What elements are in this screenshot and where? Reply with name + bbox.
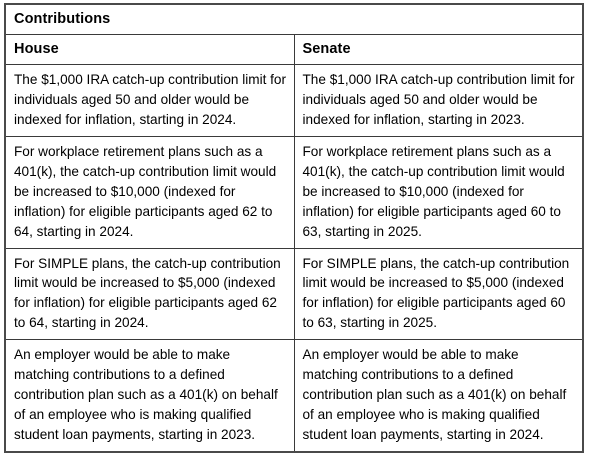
- cell-house-ira-catch-up: The $1,000 IRA catch-up contribution limit for individuals aged 50 and older would be indexed for inflation, starting in 2024.: [5, 65, 294, 137]
- cell-house-student-loan-match: An employer would be able to make matching contributions to a defined contribution plan such as a 401(k) on behalf of an employee who is making qualified student loan payments, starting in 2023.: [5, 340, 294, 452]
- table-title-row: [5, 4, 583, 35]
- cell-house-workplace-plan-catch-up: For workplace retirement plans such as a 401(k), the catch-up contribution limit would be increased to $10,000 (indexed for inflation) for eligible participants aged 62 to 64, starting in 2024.: [5, 136, 294, 248]
- column-header-house: House: [5, 35, 294, 65]
- cell-senate-workplace-plan-catch-up: For workplace retirement plans such as a 401(k), the catch-up contribution limit would be increased to $10,000 (indexed for inflation) for eligible participants aged 60 to 63, starting in 2025.: [294, 136, 583, 248]
- cell-senate-simple-plan-catch-up: For SIMPLE plans, the catch-up contribution limit would be increased to $5,000 (indexed for inflation) for eligible participants aged 60 to 63, starting in 2025.: [294, 248, 583, 340]
- contributions-comparison-table: [4, 3, 584, 453]
- cell-senate-student-loan-match: An employer would be able to make matching contributions to a defined contribution plan such as a 401(k) on behalf of an employee who is making qualified student loan payments, starting in 2024.: [294, 340, 583, 452]
- cell-senate-ira-catch-up: The $1,000 IRA catch-up contribution limit for individuals aged 50 and older would be indexed for inflation, starting in 2023.: [294, 65, 583, 137]
- table-row: [5, 340, 583, 452]
- column-header-senate: Senate: [294, 35, 583, 65]
- table-row: [5, 136, 583, 248]
- table-row: [5, 65, 583, 137]
- table-title: Contributions: [5, 4, 583, 35]
- cell-house-simple-plan-catch-up: For SIMPLE plans, the catch-up contribution limit would be increased to $5,000 (indexed for inflation) for eligible participants aged 62 to 64, starting in 2024.: [5, 248, 294, 340]
- table-header-row: [5, 35, 583, 65]
- table-row: [5, 248, 583, 340]
